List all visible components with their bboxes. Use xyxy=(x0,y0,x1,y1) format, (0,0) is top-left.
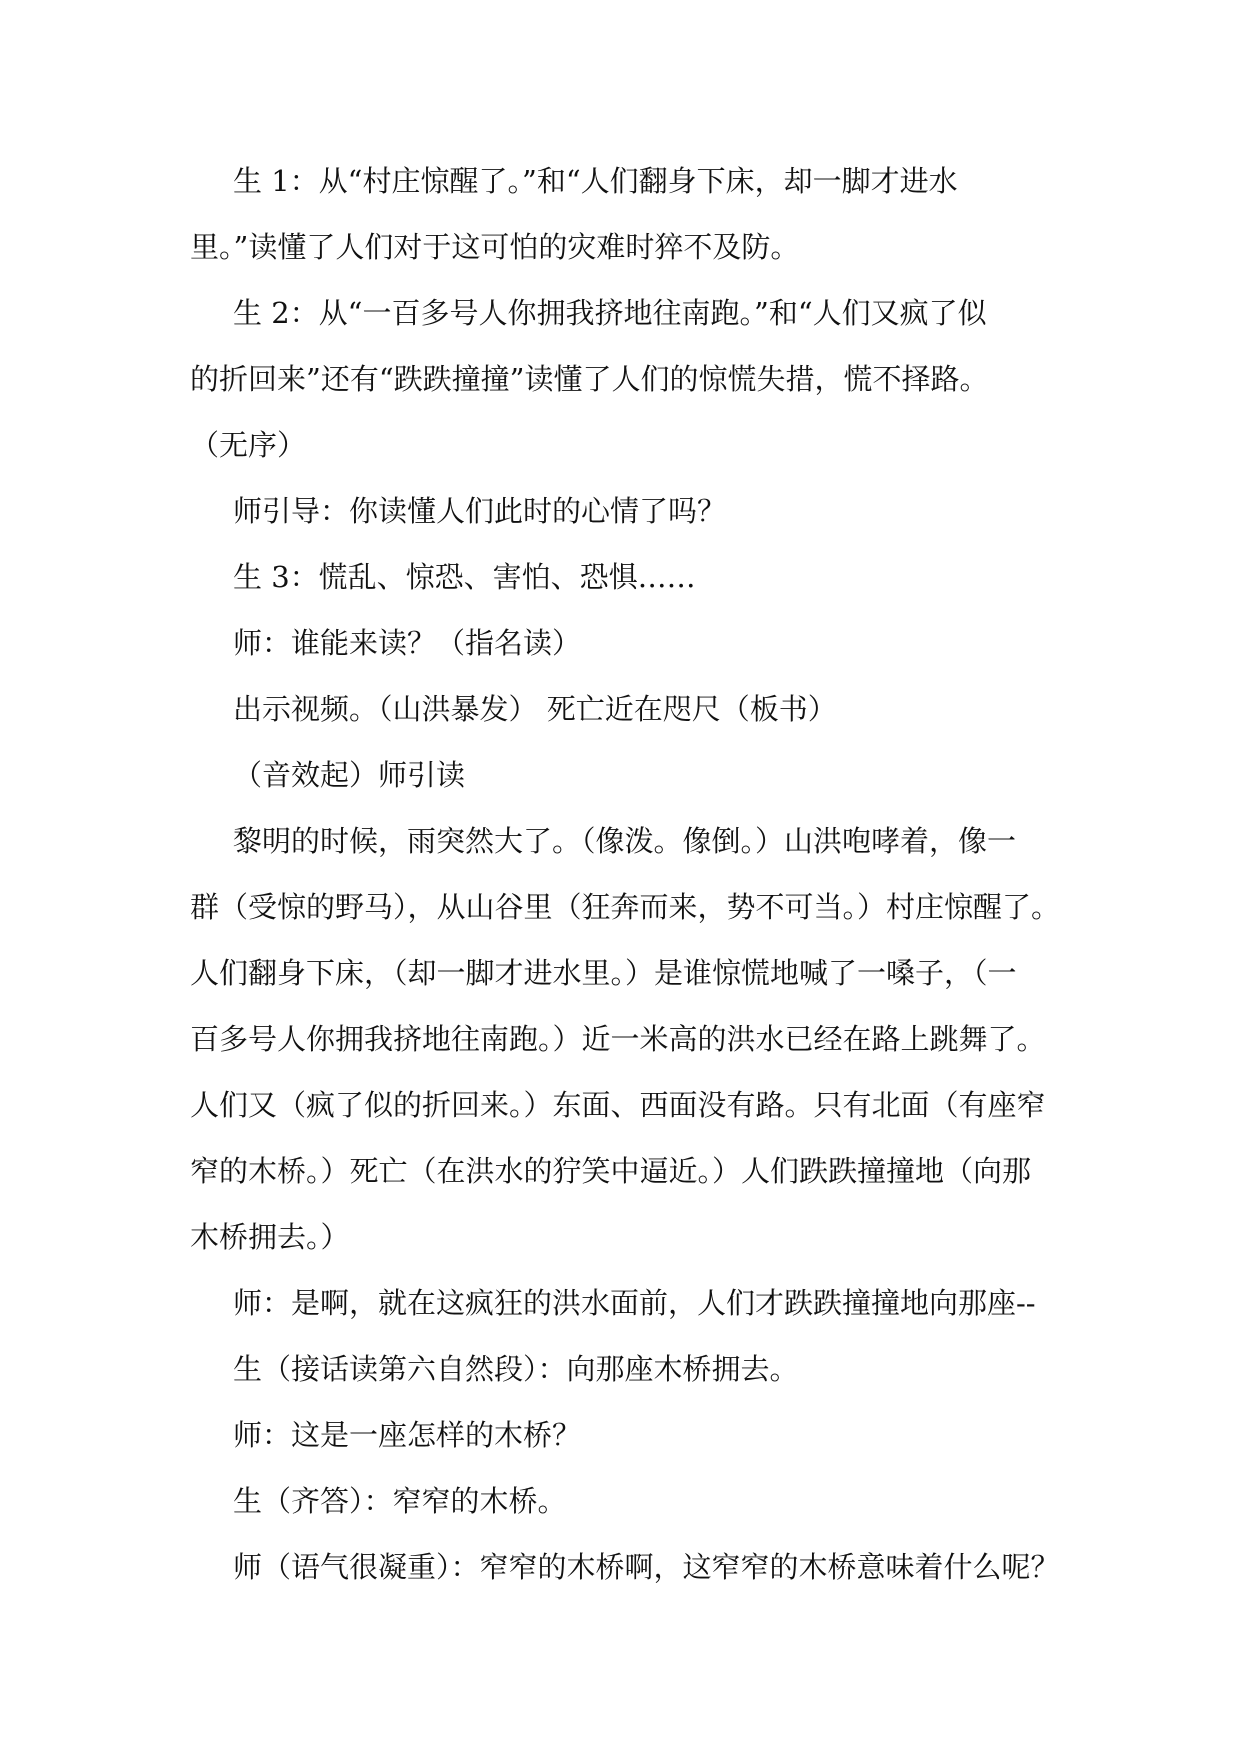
text-line: 生（接话读第六自然段）：向那座木桥拥去。 xyxy=(233,1352,799,1386)
text-line: 里。”读懂了人们对于这可怕的灾难时猝不及防。 xyxy=(190,230,800,264)
text-line: 生（齐答）：窄窄的木桥。 xyxy=(233,1484,567,1518)
text-line: （无序） xyxy=(190,428,307,462)
text-line: 人们翻身下床，（却一脚才进水里。）是谁惊慌地喊了一嗓子，（一 xyxy=(190,956,1017,990)
text-line: 生 2：从“一百多号人你拥我挤地往南跑。”和“人们又疯了似 xyxy=(233,296,987,330)
text-line: 生 3：慌乱、惊恐、害怕、恐惧…… xyxy=(233,560,696,594)
text-line: 黎明的时候，雨突然大了。（像泼。像倒。）山洪咆哮着，像一 xyxy=(233,824,1017,858)
text-line: 出示视频。（山洪暴发） 死亡近在咫尺（板书） xyxy=(233,692,837,726)
text-line: 师（语气很凝重）：窄窄的木桥啊，这窄窄的木桥意味着什么呢？ xyxy=(233,1550,1060,1584)
text-line: 人们又（疯了似的折回来。）东面、西面没有路。只有北面（有座窄 xyxy=(190,1088,1046,1122)
text-line: 生 1：从“村庄惊醒了。”和“人们翻身下床，却一脚才进水 xyxy=(233,164,958,198)
text-line: 师引导：你读懂人们此时的心情了吗？ xyxy=(233,494,727,528)
text-line: 师：是啊，就在这疯狂的洪水面前，人们才跌跌撞撞地向那座-- xyxy=(233,1286,1036,1320)
text-line: 木桥拥去。） xyxy=(190,1220,350,1254)
text-line: 百多号人你拥我挤地往南跑。）近一米高的洪水已经在路上跳舞了。 xyxy=(190,1022,1046,1056)
text-line: 师：这是一座怎样的木桥？ xyxy=(233,1418,582,1452)
text-line: （音效起）师引读 xyxy=(233,758,466,792)
text-line: 的折回来”还有“跌跌撞撞”读懂了人们的惊慌失措，慌不择路。 xyxy=(190,362,989,396)
text-line: 窄的木桥。）死亡（在洪水的狞笑中逼近。）人们跌跌撞撞地（向那 xyxy=(190,1154,1032,1188)
text-line: 群（受惊的野马），从山谷里（狂奔而来，势不可当。）村庄惊醒了。 xyxy=(190,890,1061,924)
text-line: 师：谁能来读？（指名读） xyxy=(233,626,582,660)
